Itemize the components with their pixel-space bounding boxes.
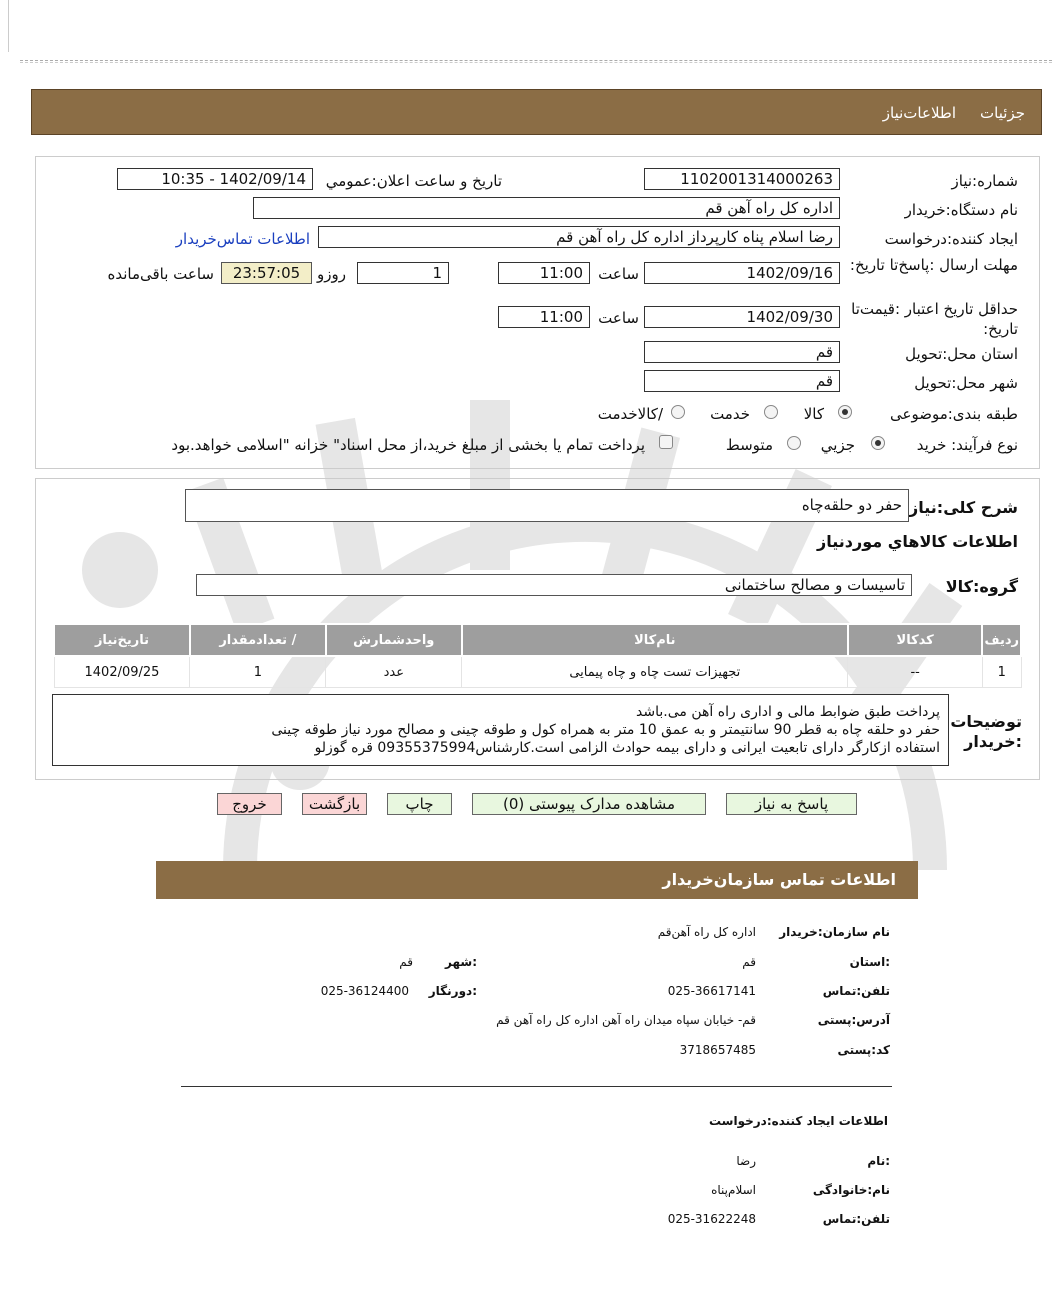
contact-address-label: آدرس:پستی [817, 1013, 890, 1027]
contact-city-value: قم [399, 955, 413, 969]
category-goods-service-radio[interactable] [671, 405, 685, 419]
creator-phone-label: تلفن:تماس [822, 1212, 890, 1226]
validity-date-field: 1402/09/30 [644, 306, 840, 328]
deadline-time-field: 11:00 [498, 262, 590, 284]
remaining-timer: 23:57:05 [221, 262, 312, 284]
province-label: استان محل:تحویل [905, 345, 1018, 363]
tab-details[interactable]: جزئیات [980, 104, 1025, 122]
org-name-value: اداره کل راه آهن‌قم [657, 925, 756, 939]
process-label: نوع فرآیند: خرید [916, 436, 1018, 454]
category-service-radio[interactable] [764, 405, 778, 419]
buyer-contact-title: اطلاعات تماس سازمان‌خریدار [156, 861, 918, 899]
validity-time-word: ساعت [598, 309, 639, 327]
org-name-label: نام سازمان:خریدار [779, 925, 890, 939]
goods-table [53, 623, 1022, 688]
notes-line-3: استفاده ازکارگر دارای تابعیت ایرانی و دارای بیمه حوادث الزامی است.کارشناس09355375994 قره گوزلو [314, 740, 940, 756]
header-row-no: ردیف [982, 624, 1021, 656]
need-number-label: شماره:نیاز [951, 172, 1018, 190]
creator-family-value: اسلام‌پناه [711, 1183, 756, 1197]
header-quantity: / تعدادمقدار [190, 624, 326, 656]
announce-label: تاریخ و ساعت اعلان:عمومي [325, 172, 502, 190]
need-description-field: حفر دو حلقه‌چاه [185, 489, 909, 522]
contact-phone-value: 025-36617141 [667, 984, 756, 998]
need-number-field: 1102001314000263 [644, 168, 840, 190]
buyer-contact-link[interactable]: اطلاعات تماس‌خریدار [175, 230, 310, 248]
header-unit: واحدشمارش [326, 624, 462, 656]
validity-time-field: 11:00 [498, 306, 590, 328]
contact-postal-value: 3718657485 [679, 1043, 756, 1057]
back-button[interactable]: بازگشت [302, 793, 367, 815]
announce-datetime-field: 1402/09/14 - 10:35 [117, 168, 313, 190]
header-date: تاریخ‌نیاز [54, 624, 190, 656]
creator-family-label: نام:خانوادگی [812, 1183, 890, 1197]
process-medium-label: متوسط [725, 436, 773, 454]
days-word: روزو [317, 265, 346, 283]
category-goods-service-label: /کالاخدمت [597, 405, 663, 423]
notes-line-2: حفر دو حلقه چاه به قطر 90 سانتیمتر و به عمق 10 متر به همراه کول و طوقه چینی و مصالح مورد نیاز طوقه چینی [271, 722, 940, 738]
city-field: قم [644, 370, 840, 392]
goods-info-title: اطلاعات کالاهاي موردنیاز [817, 532, 1018, 551]
treasury-payment-note: پرداخت تمام یا بخشی از مبلغ خرید،از محل اسناد" خزانه "اسلامی خواهد.بود [171, 436, 645, 454]
deadline-time-word: ساعت [598, 265, 639, 283]
cell-date: 1402/09/25 [54, 656, 190, 688]
contact-phone-label: تلفن:تماس [822, 984, 890, 998]
cell-unit: عدد [326, 656, 462, 688]
creator-field: رضا اسلام پناه کارپرداز اداره کل راه آهن قم [318, 226, 840, 248]
category-goods-label: کالا [803, 405, 824, 423]
days-field: 1 [357, 262, 449, 284]
process-minor-label: جزیي [820, 436, 855, 454]
process-medium-radio[interactable] [787, 436, 801, 450]
buyer-label: نام دستگاه:خریدار [904, 201, 1018, 219]
notes-line-1: پرداخت طبق ضوابط مالی و اداری راه آهن می.باشد [636, 704, 940, 720]
header-code: کدکالا [848, 624, 983, 656]
contact-city-label: :شهر [445, 955, 477, 969]
need-description-label: شرح کلی:نیاز [909, 498, 1018, 517]
tab-need-info[interactable]: اطلاعات‌نیاز [882, 104, 956, 122]
creator-label: ایجاد کننده:درخواست [884, 230, 1018, 248]
deadline-label: مهلت ارسال :پاسخ‌تا تاریخ: [849, 256, 1018, 274]
contact-province-value: قم [742, 955, 756, 969]
creator-name-label: :نام [867, 1154, 890, 1168]
buyer-notes-box [52, 694, 949, 766]
category-service-label: خدمت [710, 405, 750, 423]
header-bar [31, 89, 1042, 135]
top-divider [20, 60, 1052, 63]
header-name: نام‌کالا [462, 624, 848, 656]
buyer-notes-label: توضیحات :خریدار [950, 712, 1022, 751]
validity-label: حداقل تاریخ اعتبار :قیمت‌تا تاریخ: [851, 300, 1018, 338]
contact-divider [181, 1086, 892, 1087]
process-minor-radio[interactable] [871, 436, 885, 450]
province-field: قم [644, 341, 840, 363]
remaining-word: ساعت باقی‌مانده [107, 265, 214, 283]
table-row [54, 656, 1021, 688]
contact-fax-value: 025-36124400 [320, 984, 409, 998]
cell-quantity: 1 [190, 656, 326, 688]
reply-button[interactable]: پاسخ به نیاز [726, 793, 857, 815]
print-button[interactable]: چاپ [387, 793, 452, 815]
contact-province-label: :استان [849, 955, 890, 969]
city-label: شهر محل:تحویل [914, 374, 1018, 392]
view-attachments-button[interactable]: مشاهده مدارک پیوستی (0) [472, 793, 706, 815]
goods-group-label: گروه:کالا [945, 577, 1018, 596]
table-header-row [54, 624, 1021, 656]
contact-postal-label: کد:پستی [837, 1043, 890, 1057]
buyer-field: اداره کل راه آهن قم [253, 197, 840, 219]
category-label: طبقه بندی:موضوعی [890, 405, 1018, 423]
cell-name: تجهیزات تست چاه و چاه پیمایی [462, 656, 848, 688]
cell-row-no: 1 [982, 656, 1021, 688]
contact-address-value: قم- خیابان سپاه میدان راه آهن اداره کل راه آهن قم [496, 1013, 756, 1027]
category-goods-radio[interactable] [838, 405, 852, 419]
goods-group-field: تاسیسات و مصالح ساختمانی [196, 574, 912, 596]
treasury-payment-checkbox[interactable] [659, 435, 673, 449]
creator-name-value: رضا [736, 1154, 756, 1168]
exit-button[interactable]: خروج [217, 793, 282, 815]
creator-info-title: اطلاعات ایجاد کننده:درخواست [708, 1114, 888, 1128]
left-edge-line [8, 0, 9, 52]
contact-fax-label: :دورنگار [428, 984, 477, 998]
creator-phone-value: 025-31622248 [667, 1212, 756, 1226]
cell-code: -- [848, 656, 983, 688]
deadline-date-field: 1402/09/16 [644, 262, 840, 284]
